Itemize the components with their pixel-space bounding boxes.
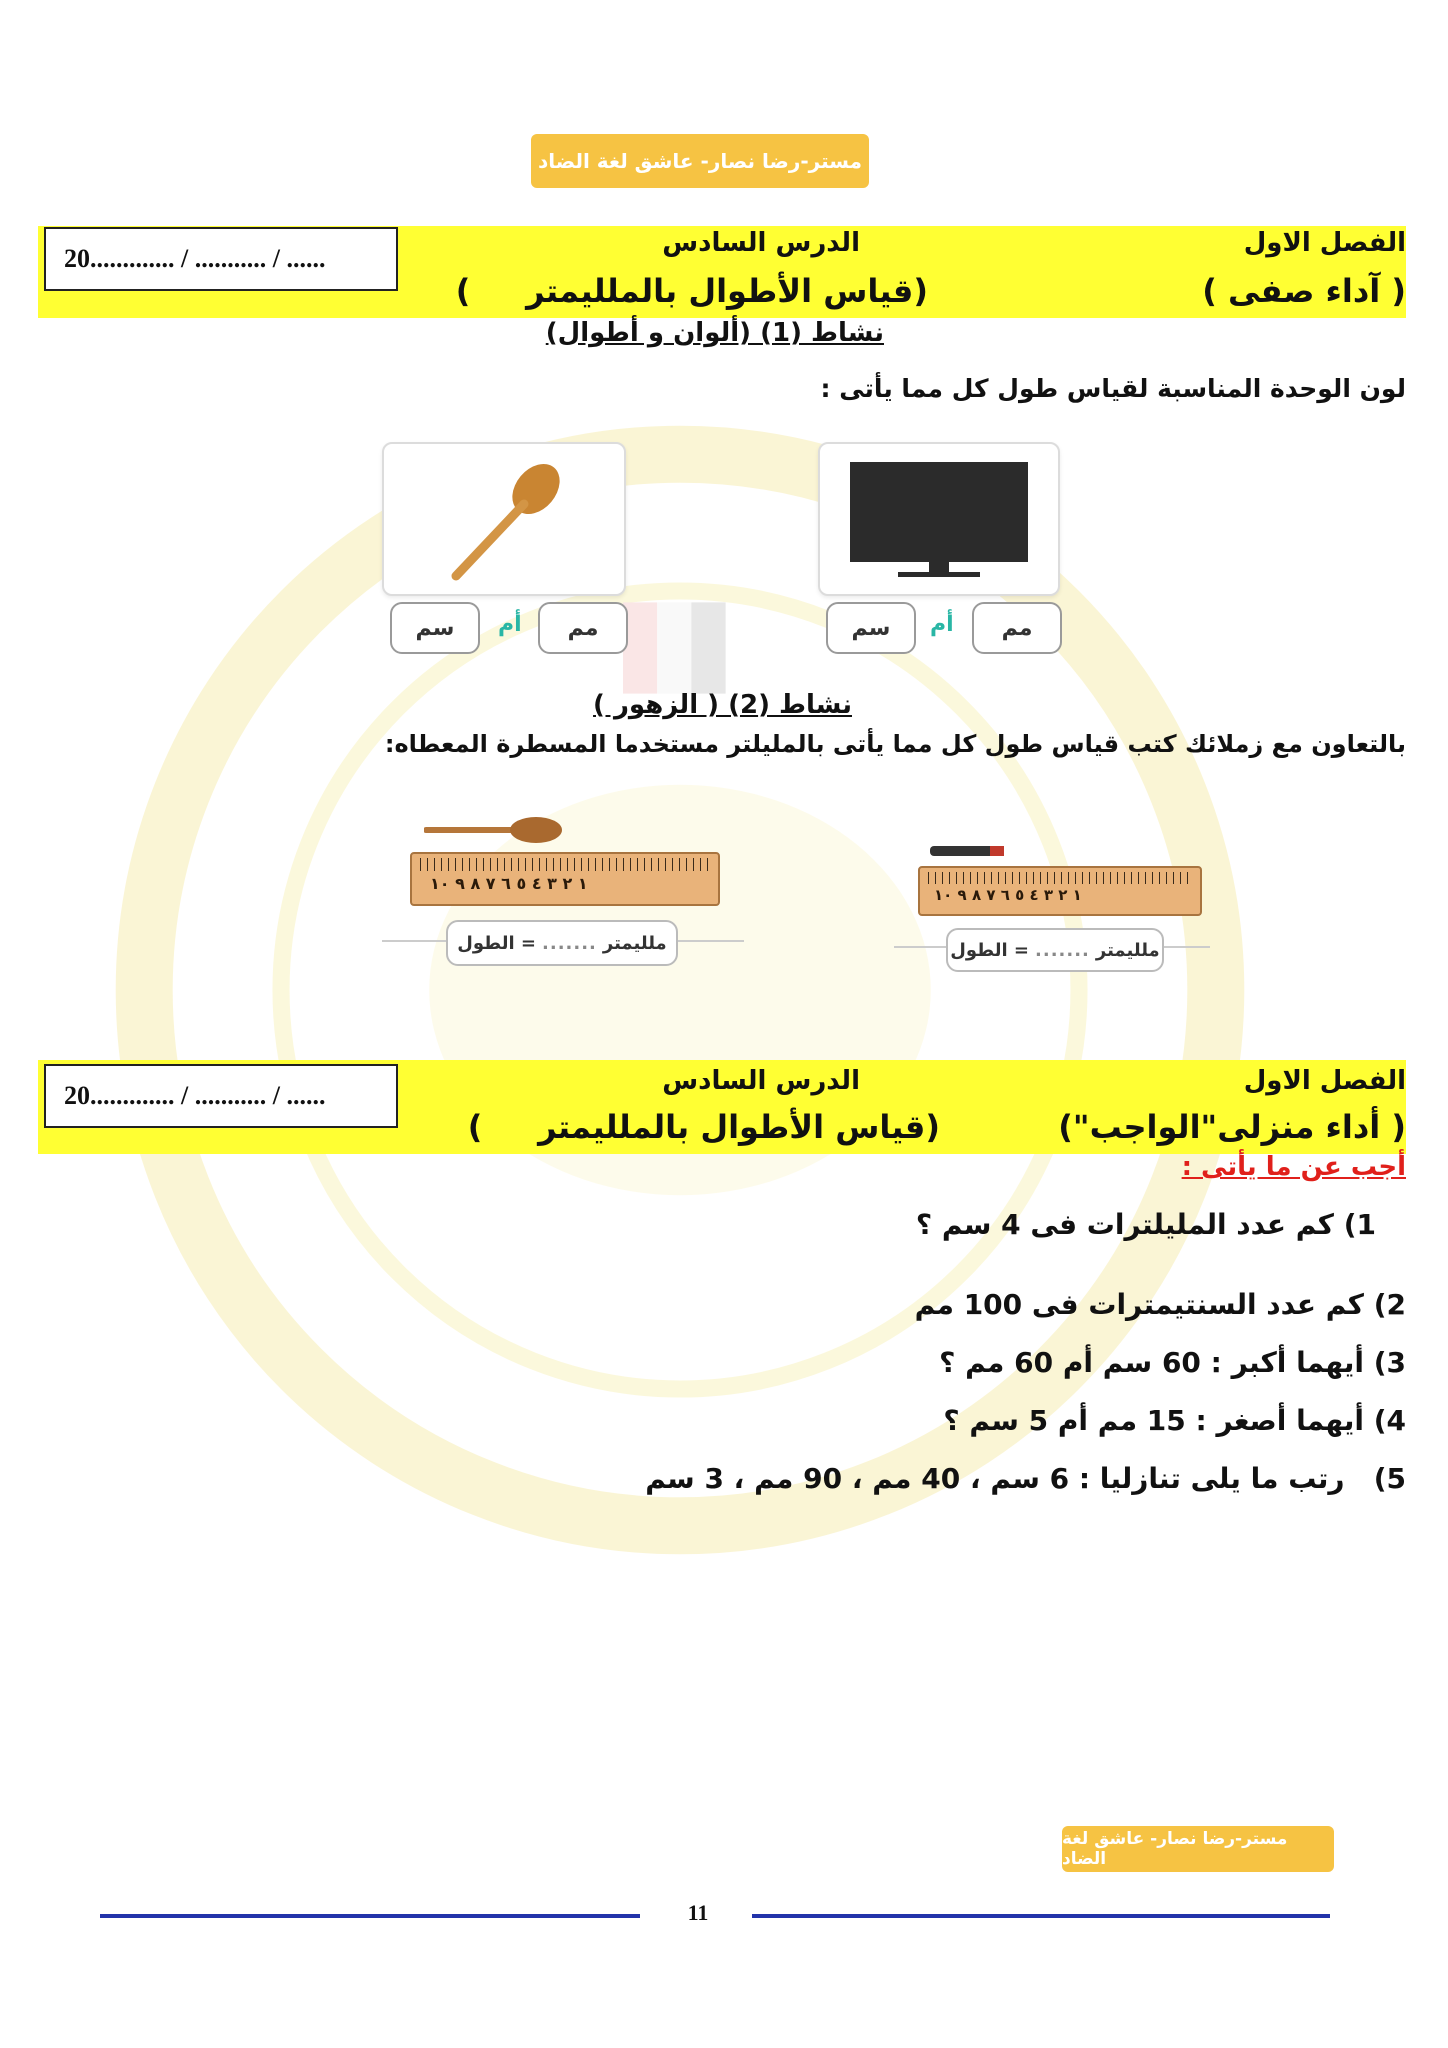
tv-icon — [820, 444, 1058, 594]
ruler-left-digits: ١ ٢ ٣ ٤ ٥ ٦ ٧ ٨ ٩ ١٠ — [430, 874, 588, 893]
section2-score: 20............. / ........... / ...... — [64, 1081, 326, 1110]
section1-lesson-title: (قياس الأطوال بالملليمتر ) — [455, 272, 928, 310]
activity1-title: نشاط (1) (ألوان و أطوال) — [545, 318, 884, 348]
spoon-small-icon — [424, 812, 564, 848]
tv-option-cm[interactable] — [826, 602, 916, 654]
ruler-left — [410, 852, 720, 906]
homework-question-5: 5) رتب ما يلى تنازليا : 6 سم ، 40 مم ، 90 مم ، 3 سم — [645, 1462, 1406, 1495]
tv-option-cm-label: سم — [851, 615, 891, 641]
section2-score-box — [44, 1064, 398, 1128]
activity2-instruction: بالتعاون مع زملائك كتب قياس طول كل مما يأتى بالمليلتر مستخدما المسطرة المعطاه: — [384, 730, 1406, 758]
footer-line-right — [752, 1914, 1330, 1918]
spoon-icon — [384, 444, 624, 594]
section2-lesson: الدرس السادس — [662, 1066, 860, 1096]
unit-label-right: ملليمتر — [1095, 939, 1160, 961]
homework-instruction: أجب عن ما يأتى : — [1181, 1152, 1406, 1182]
spoon-option-mm-label: مم — [567, 615, 599, 641]
spoon-or-label: أم — [498, 612, 522, 637]
section1-score-box — [44, 227, 398, 291]
section1-mode: ( آداء صفى ) — [1202, 272, 1406, 310]
activity1-instruction: لون الوحدة المناسبة لقياس طول كل مما يأتى : — [820, 374, 1406, 403]
length-label-right: الطول = — [950, 939, 1030, 961]
activity2-title: نشاط (2) ( الزهور ) — [593, 690, 852, 720]
page-number: 11 — [687, 1900, 709, 1925]
footer-author-tag — [1062, 1826, 1334, 1872]
footer-line-left — [100, 1914, 640, 1918]
unit-label-left: ملليمتر — [602, 932, 667, 954]
homework-question-2: 2) كم عدد السنتيمترات فى 100 مم — [914, 1288, 1406, 1321]
footer-author-tag-text: مستر-رضا نصار- عاشق لغة الضاد — [1062, 1829, 1288, 1869]
section2-mode: ( أداء منزلى"الواجب") — [1058, 1108, 1406, 1146]
section1-unit: الفصل الاول — [1243, 228, 1406, 258]
section1-score: 20............. / ........... / ...... — [64, 244, 326, 273]
spoon-image-card — [382, 442, 626, 596]
spoon-option-mm[interactable] — [538, 602, 628, 654]
author-tag — [531, 134, 869, 188]
spoon-option-cm-label: سم — [415, 615, 455, 641]
tv-image-card — [818, 442, 1060, 596]
length-label-left: الطول = — [457, 932, 537, 954]
length-answer-left[interactable]: الطول = ....... ملليمتر — [446, 920, 678, 966]
length-answer-right[interactable]: الطول = ....... ملليمتر — [946, 928, 1164, 972]
homework-question-3: 3) أيهما أكبر : 60 سم أم 60 مم ؟ — [939, 1346, 1406, 1379]
section2-lesson-title: (قياس الأطوال بالملليمتر ) — [467, 1108, 940, 1146]
pen-icon — [930, 842, 1010, 860]
tv-or-label: أم — [930, 612, 954, 637]
ministry-seal-watermark — [110, 420, 1250, 1560]
homework-question-4: 4) أيهما أصغر : 15 مم أم 5 سم ؟ — [943, 1404, 1406, 1437]
section1-lesson: الدرس السادس — [662, 228, 860, 258]
spoon-option-cm[interactable] — [390, 602, 480, 654]
ruler-right — [918, 866, 1202, 916]
ruler-right-digits: ١ ٢ ٣ ٤ ٥ ٦ ٧ ٨ ٩ ١٠ — [934, 886, 1082, 904]
author-tag-text: مستر-رضا نصار- عاشق لغة الضاد — [537, 149, 863, 173]
tv-option-mm-label: مم — [1001, 615, 1033, 641]
homework-question-1: 1) كم عدد المليلترات فى 4 سم ؟ — [915, 1208, 1376, 1241]
section2-unit: الفصل الاول — [1243, 1066, 1406, 1096]
tv-option-mm[interactable] — [972, 602, 1062, 654]
